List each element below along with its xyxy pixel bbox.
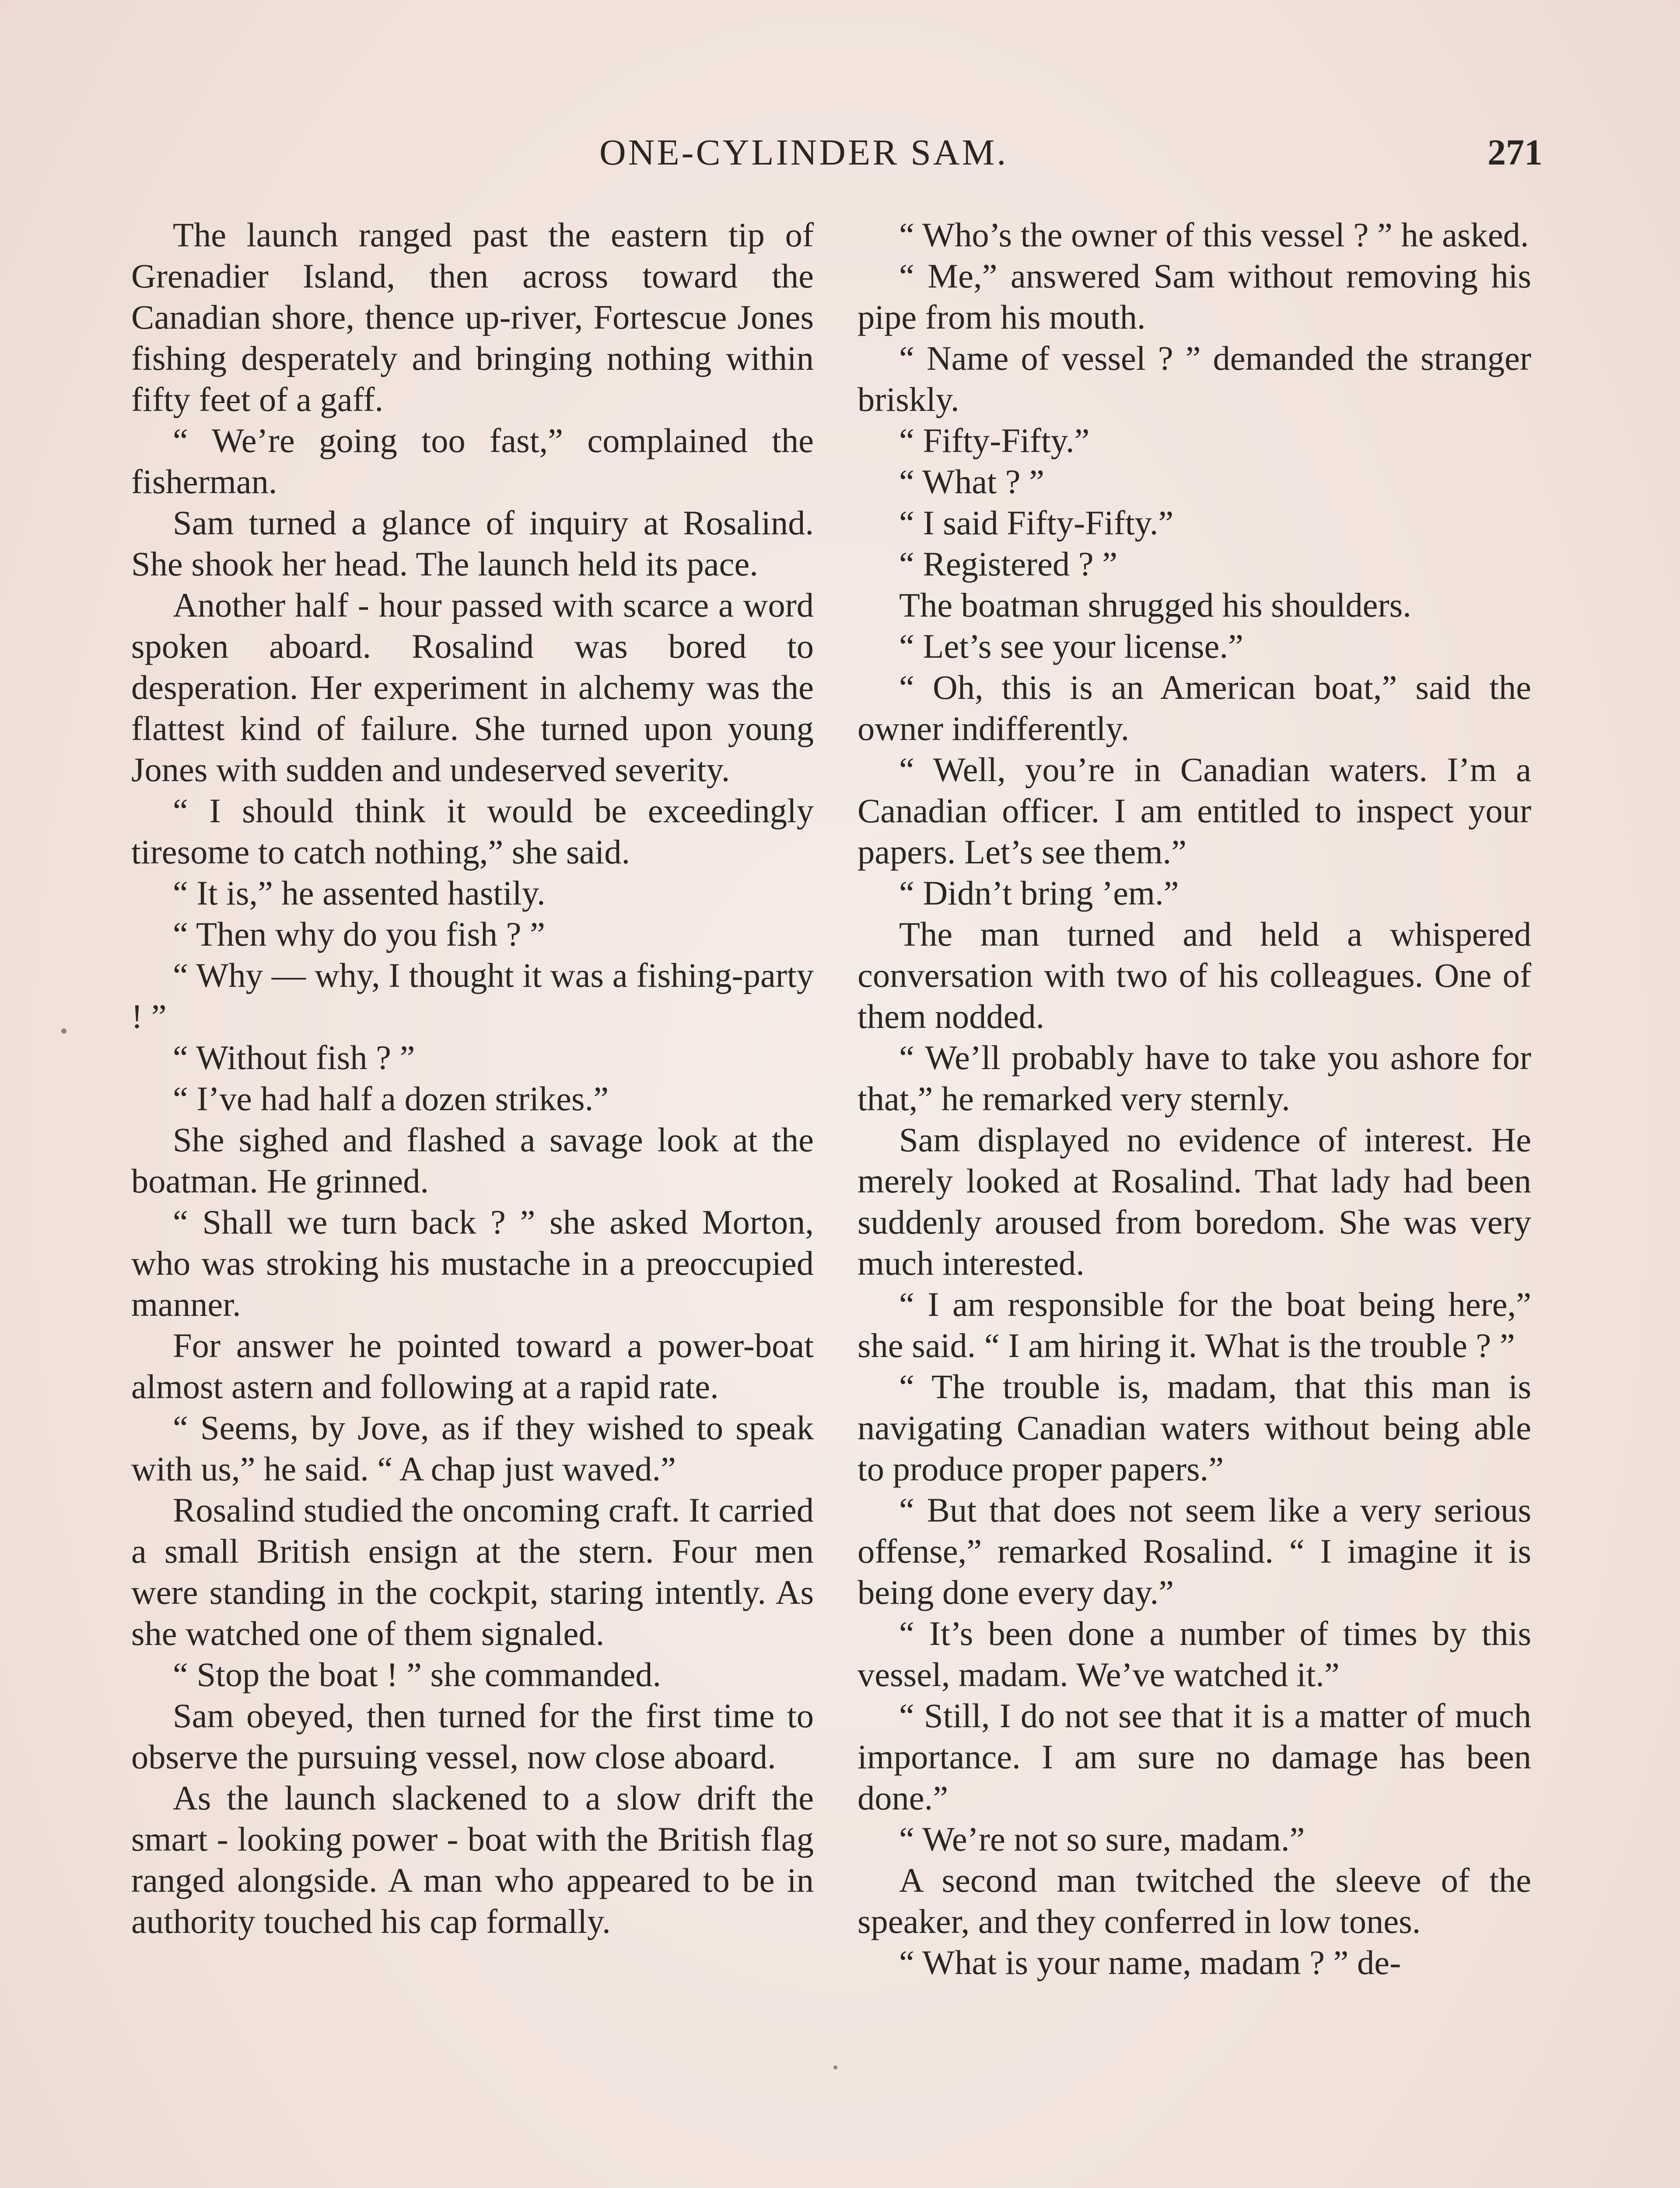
- page-number: 271: [1488, 132, 1543, 173]
- paragraph: “ Well, you’re in Canadian waters. I’m a Canadian officer. I am entitled to inspect your papers. Let’s see them.”: [858, 750, 1531, 871]
- left-column: [131, 214, 814, 1942]
- paragraph: “ Seems, by Jove, as if they wished to speak with us,” he said. “ A chap just waved.”: [131, 1409, 814, 1488]
- paragraph: “ Me,” answered Sam without removing his pipe from his mouth.: [858, 257, 1531, 336]
- paragraph: “ Then why do you fish ? ”: [173, 915, 545, 953]
- paragraph: “ What ? ”: [899, 463, 1044, 501]
- paragraph: “ It is,” he assented hastily.: [173, 874, 546, 912]
- paragraph: “ We’re not so sure, madam.”: [899, 1820, 1305, 1858]
- paragraph: Rosalind studied the oncoming craft. It carried a small British ensign at the stern. Four men were standing in the cockpit, staring intently. As she watched one of them signaled.: [131, 1491, 814, 1652]
- paragraph: Sam obeyed, then turned for the first time to observe the pursuing vessel, now close aboard.: [131, 1697, 814, 1776]
- paragraph: “ Fifty-Fifty.”: [899, 421, 1090, 459]
- paragraph: “ Shall we turn back ? ” she asked Morton, who was stroking his mustache in a preoccupied manner.: [131, 1203, 814, 1323]
- paper-speck: [833, 2065, 837, 2069]
- paragraph: “ Still, I do not see that it is a matter of much importance. I am sure no damage has been done.”: [858, 1697, 1531, 1817]
- paragraph: “ We’ll probably have to take you ashore for that,” he remarked very sternly.: [858, 1038, 1531, 1118]
- paragraph: “ I should think it would be exceedingly tiresome to catch nothing,” she said.: [131, 792, 814, 871]
- paragraph: As the launch slackened to a slow drift the smart - looking power - boat with the British flag ranged alongside. A man who appeared to be in authority touched his cap formally.: [131, 1779, 814, 1940]
- paragraph: “ I’ve had half a dozen strikes.”: [173, 1080, 609, 1118]
- paragraph: “ It’s been done a number of times by this vessel, madam. We’ve watched it.”: [858, 1614, 1531, 1694]
- paragraph: “ Without fish ? ”: [173, 1038, 415, 1076]
- paragraph: “ The trouble is, madam, that this man is navigating Canadian waters without being able to produce proper papers.”: [858, 1368, 1531, 1488]
- paragraph: Sam displayed no evidence of interest. He merely looked at Rosalind. That lady had been suddenly aroused from boredom. She was very much interested.: [858, 1121, 1531, 1282]
- paragraph: “ I said Fifty-Fifty.”: [899, 504, 1174, 542]
- paragraph: “ Who’s the owner of this vessel ? ” he asked.: [899, 216, 1529, 254]
- paragraph: Another half - hour passed with scarce a word spoken aboard. Rosalind was bored to desperation. Her experiment in alchemy was the flattest kind of failure. She turned upon young Jones with sudden and undeserved severity.: [131, 586, 814, 789]
- paragraph: Sam turned a glance of inquiry at Rosalind. She shook her head. The launch held its pace.: [131, 504, 814, 583]
- paragraph: A second man twitched the sleeve of the speaker, and they conferred in low tones.: [858, 1861, 1531, 1940]
- paragraph: For answer he pointed toward a power-boat almost astern and following at a rapid rate.: [131, 1326, 814, 1406]
- paragraph: “ I am responsible for the boat being here,” she said. “ I am hiring it. What is the trouble ? ”: [858, 1285, 1531, 1364]
- paragraph: “ We’re going too fast,” complained the fisherman.: [131, 421, 814, 501]
- paragraph: “ Oh, this is an American boat,” said the owner indifferently.: [858, 668, 1531, 747]
- paper-speck: [61, 1028, 66, 1034]
- paragraph: “ But that does not seem like a very serious offense,” remarked Rosalind. “ I imagine it is being done every day.”: [858, 1491, 1531, 1611]
- paragraph: The launch ranged past the eastern tip of Grenadier Island, then across toward the Canadian shore, thence up-river, Fortescue Jones fishing desperately and bringing nothing within fifty feet of a gaff.: [131, 216, 814, 418]
- paragraph: “ Name of vessel ? ” demanded the stranger briskly.: [858, 339, 1531, 418]
- paragraph: She sighed and flashed a savage look at the boatman. He grinned.: [131, 1121, 814, 1200]
- paragraph: The boatman shrugged his shoulders.: [899, 586, 1411, 624]
- right-column: [858, 214, 1531, 1983]
- paragraph: “ Let’s see your license.”: [899, 627, 1243, 665]
- paragraph: “ Didn’t bring ’em.”: [899, 874, 1179, 912]
- paragraph: “ What is your name, madam ? ” de-: [899, 1943, 1401, 1981]
- paragraph: “ Registered ? ”: [899, 545, 1118, 583]
- paragraph: “ Stop the boat ! ” she commanded.: [173, 1655, 662, 1694]
- paragraph: “ Why — why, I thought it was a fishing-party ! ”: [131, 956, 814, 1035]
- paragraph: The man turned and held a whispered conversation with two of his colleagues. One of them nodded.: [858, 915, 1531, 1035]
- running-title: ONE-CYLINDER SAM.: [599, 132, 1008, 173]
